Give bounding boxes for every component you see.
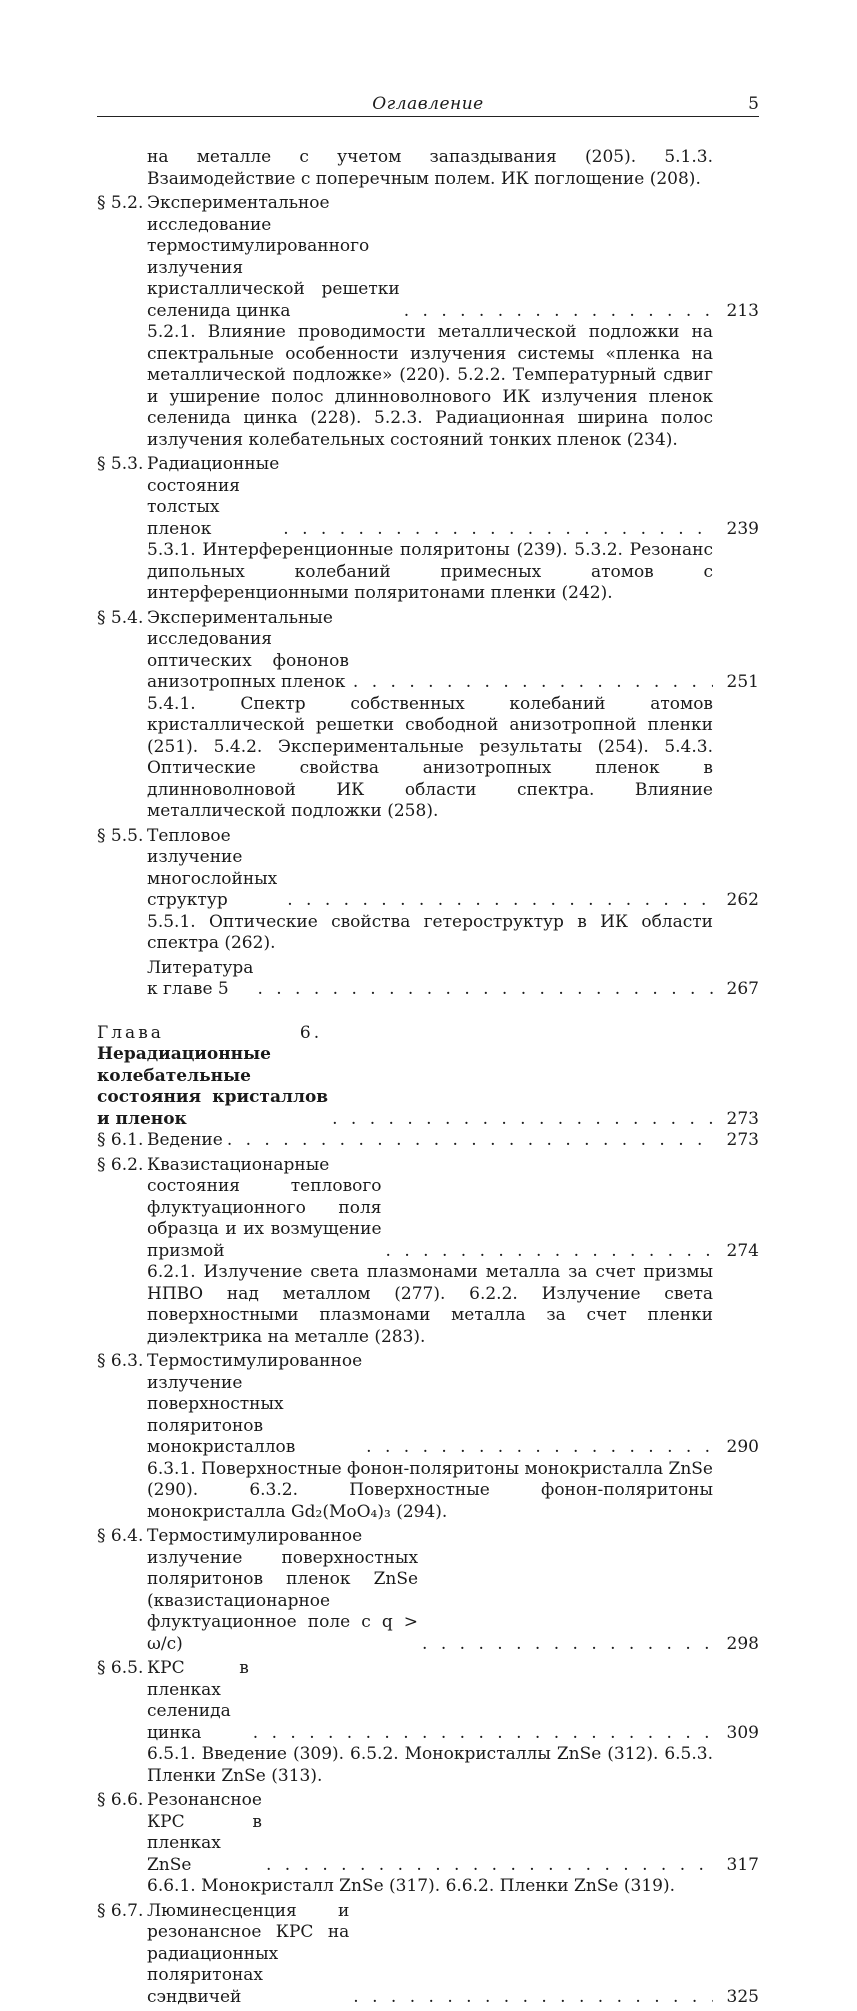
section-page: 262 <box>726 890 759 910</box>
section-page: 273 <box>726 1130 759 1150</box>
subsections: 5.2.1. Влияние проводимости металлической подложки на спектральные особенности излучения системы «пленка на металлической подложке» (220). 5.2.2. Температурный сдвиг и уширение полос длинноволнового ИК излучения пленок селенида цинка (228). 5.2.3. Радиационная ширина полос излучения колебательных состояний тонких пленок (234). <box>147 322 713 450</box>
section-title: КРС в пленках селенида цинка <box>147 1658 249 1743</box>
section-number: § 6.1. <box>97 1130 144 1150</box>
section-title: Радиационные состояния толстых пленок <box>147 454 280 539</box>
section-number: § 5.2. <box>97 193 144 213</box>
toc-entry[interactable] <box>97 454 759 605</box>
dot-leader <box>227 1130 713 1152</box>
section-number: § 6.2. <box>97 1154 144 1175</box>
chapter-label: Глава 6. <box>97 1022 323 1043</box>
section-title: Экспериментальные исследования оптических фононов анизотропных пленок <box>147 607 349 692</box>
subsections: 5.4.1. Спектр собственных колебаний атомов кристаллической решетки свободной анизотропной пленки (251). 5.4.2. Экспериментальные результаты (254). 5.4.3. Оптические свойства анизотропных пленок в длинноволновой ИК области спектра. Влияние металлической подложки (258). <box>147 693 713 821</box>
section-page: 213 <box>726 300 759 321</box>
dot-leader <box>386 1241 713 1263</box>
section-page: 309 <box>726 1722 759 1743</box>
subsections: 6.2.1. Излучение света плазмонами металла за счет призмы НПВО над металлом (277). 6.2.2. Излучение света поверхностными плазмонами металла за счет пленки диэлектрика на металле (283). <box>147 1262 713 1347</box>
subsections: 6.6.1. Монокристалл ZnSe (317). 6.6.2. Пленки ZnSe (319). <box>147 1876 675 1896</box>
section-number: § 5.5. <box>97 825 144 846</box>
chapter-page: 273 <box>726 1108 759 1129</box>
toc-literature-entry[interactable] <box>97 958 759 1001</box>
section-title: Резонансное КРС в пленках ZnSe <box>147 1790 262 1875</box>
dot-leader <box>404 301 713 323</box>
dot-leader <box>353 1987 713 2009</box>
section-page: 251 <box>726 672 759 692</box>
section-page: 325 <box>726 1986 759 2007</box>
toc-entry[interactable] <box>97 1351 759 1523</box>
toc-entry[interactable] <box>97 826 759 955</box>
dot-leader <box>422 1634 713 1656</box>
section-page: 274 <box>726 1240 759 1261</box>
section-number: § 6.6. <box>97 1790 144 1810</box>
table-of-contents <box>97 147 759 2008</box>
subsections: 5.3.1. Интерференционные поляритоны (239). 5.3.2. Резонанс дипольных колебаний примесных атомов с интерференционными поляритонами пленки (242). <box>147 540 713 603</box>
section-title: Ведение <box>147 1130 223 1150</box>
subsections: 6.5.1. Введение (309). 6.5.2. Монокристаллы ZnSe (312). 6.5.3. Пленки ZnSe (313). <box>147 1744 713 1786</box>
toc-entry[interactable] <box>97 1901 759 2009</box>
toc-entry[interactable] <box>97 1130 759 1152</box>
section-number: § 6.7. <box>97 1900 144 1921</box>
literature-page: 267 <box>726 979 759 999</box>
running-header <box>97 88 759 117</box>
section-page: 290 <box>726 1437 759 1457</box>
section-title: Люминесценция и резонансное КРС на радиационных поляритонах сэндвичей <box>147 1900 350 2007</box>
section-number: § 6.4. <box>97 1526 144 1546</box>
dot-leader <box>266 1855 713 1877</box>
dot-leader <box>253 1723 713 1745</box>
page <box>97 88 759 2011</box>
section-number: § 5.3. <box>97 454 144 474</box>
chapter-title: Нерадиационные колебательные состояния кристаллов и пленок <box>97 1044 329 1129</box>
toc-entry[interactable] <box>97 608 759 823</box>
subsections: 5.5.1. Оптические свойства гетероструктур в ИК области спектра (262). <box>147 911 713 953</box>
dot-leader <box>283 519 713 541</box>
section-page: 317 <box>726 1854 759 1875</box>
header-title: Оглавление <box>372 94 484 114</box>
section-number: § 6.5. <box>97 1658 144 1678</box>
toc-entry[interactable] <box>97 1155 759 1349</box>
section-number: § 5.4. <box>97 607 144 628</box>
section-title: Термостимулированное излучение поверхностных поляритонов пленок ZnSe (квазистационарное флуктуационное поле с q > ω/c) <box>147 1526 419 1654</box>
section-number: § 6.3. <box>97 1351 144 1371</box>
dot-leader <box>257 979 713 1001</box>
dot-leader <box>366 1437 713 1459</box>
section-title: Квазистационарные состояния теплового флуктуационного поля образца и их возмущение призмой <box>147 1154 382 1261</box>
section-title: Тепловое излучение многослойных структур <box>147 825 278 910</box>
dot-leader <box>353 672 713 694</box>
section-page: 298 <box>726 1633 759 1654</box>
chapter-heading[interactable] <box>97 1023 759 1131</box>
dot-leader <box>332 1109 713 1131</box>
toc-entry[interactable] <box>97 193 759 451</box>
toc-entry[interactable] <box>97 1790 759 1898</box>
section-page: 239 <box>726 518 759 539</box>
dot-leader <box>287 890 713 912</box>
section-title: Экспериментальное исследование термостимулированного излучения кристаллической решетки селенида цинка <box>147 193 400 321</box>
toc-entry[interactable] <box>97 1658 759 1787</box>
toc-entry[interactable] <box>97 1526 759 1655</box>
continuation-text: на металле с учетом запаздывания (205). 5.1.3. Взаимодействие с поперечным полем. ИК поглощение (208). <box>147 147 713 189</box>
section-title: Термостимулированное излучение поверхностных поляритонов монокристаллов <box>147 1351 363 1457</box>
header-page-number: 5 <box>748 94 759 114</box>
literature-title: Литература к главе 5 <box>147 957 254 999</box>
subsections: 6.3.1. Поверхностные фонон-поляритоны монокристалла ZnSe (290). 6.3.2. Поверхностные фонон-поляритоны монокристалла Gd₂(MoO₄)₃ (294). <box>147 1458 713 1522</box>
